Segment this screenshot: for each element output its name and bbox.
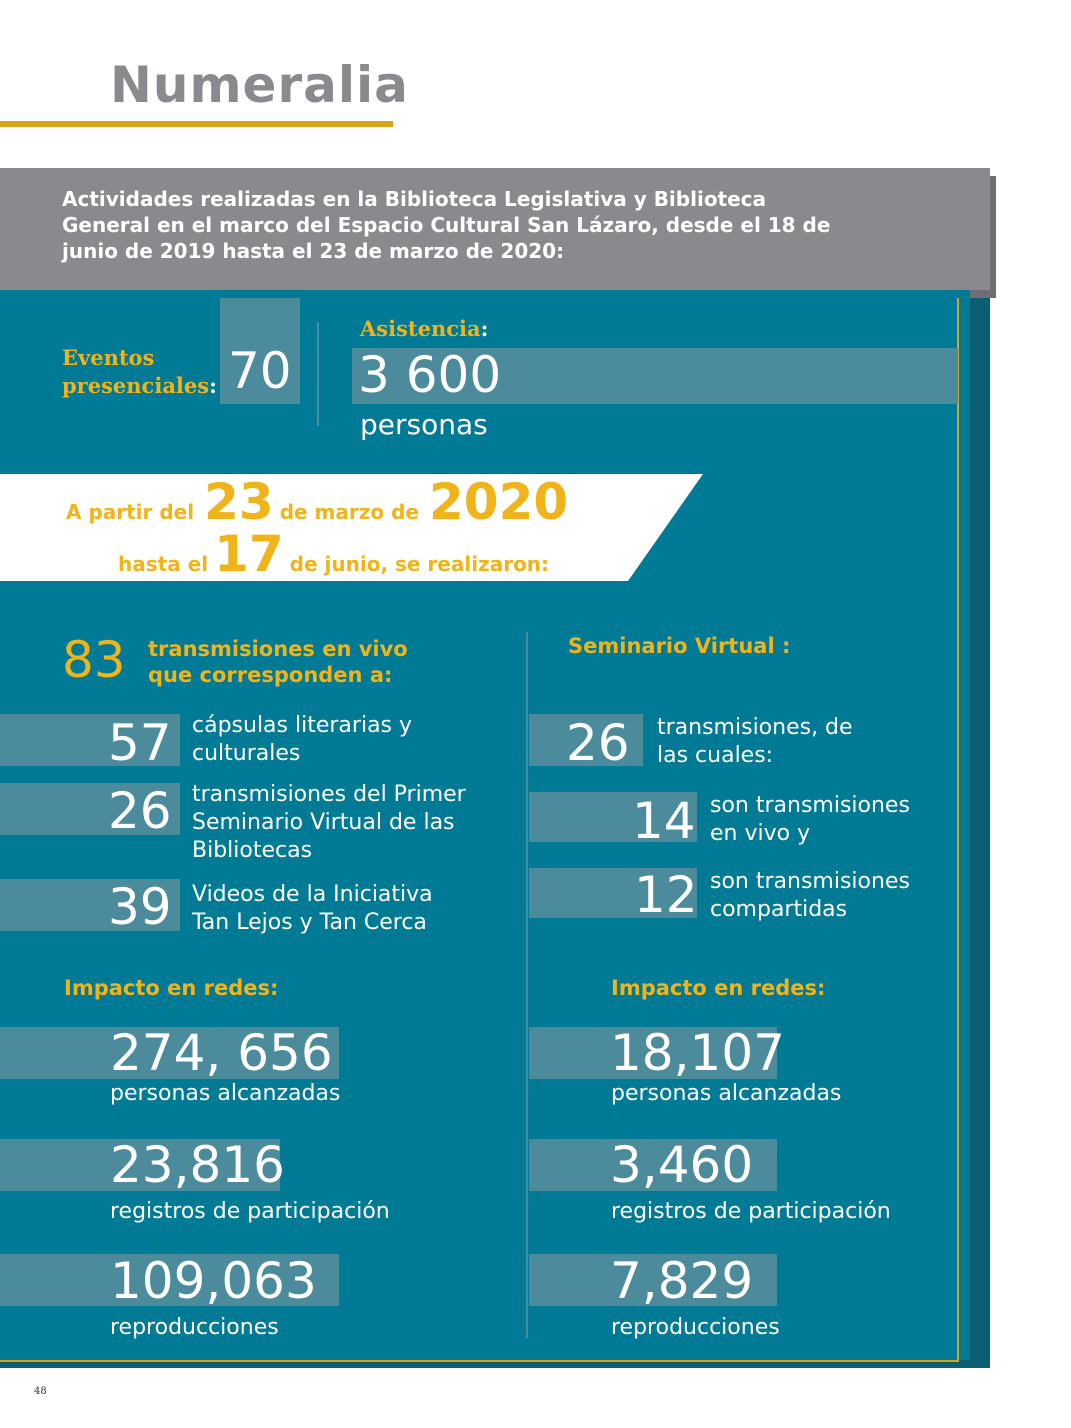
left-participation-value: 23,816	[110, 1136, 285, 1194]
panel-gold-border-bottom	[0, 1360, 959, 1362]
right-participation-value: 3,460	[610, 1136, 754, 1194]
seminar-title: Seminario Virtual :	[568, 634, 791, 658]
title-underline	[0, 121, 393, 127]
events-divider	[317, 322, 319, 426]
left-reach-value: 274, 656	[110, 1024, 333, 1082]
seminar-live-value: 14	[632, 792, 696, 850]
banner-line-2: hasta el 17 de junio, se realizaron:	[118, 525, 550, 583]
page-number: 48	[34, 1386, 47, 1397]
events-value: 70	[228, 342, 292, 400]
seminar-shared-value: 12	[634, 866, 698, 924]
capsules-value: 57	[108, 714, 172, 772]
videos-value: 39	[108, 878, 172, 936]
attendance-label: Asistencia:	[360, 316, 489, 341]
intro-text: Actividades realizadas en la Biblioteca Legislativa y Biblioteca General en el marco del Espacio Cultural San Lázaro, desde el 18 de junio de 2019 hasta el 23 de marzo de 2020:	[62, 187, 831, 263]
attendance-unit: personas	[360, 408, 488, 441]
seminar-transmissions-text: transmisiones del Primer Seminario Virtual de las Bibliotecas	[192, 782, 466, 863]
right-impact-title: Impacto en redes:	[611, 976, 826, 1000]
seminar-shared-text: son transmisiones compartidas	[710, 869, 910, 922]
seminar-live-text: son transmisiones en vivo y	[710, 793, 910, 846]
banner-line-1: A partir del 23 de marzo de 2020	[66, 473, 569, 531]
left-impact-title: Impacto en redes:	[64, 976, 279, 1000]
seminar-main-value: 26	[566, 714, 630, 772]
videos-text: Videos de la Iniciativa Tan Lejos y Tan Cerca	[192, 882, 433, 935]
attendance-value: 3 600	[358, 346, 502, 404]
seminar-main-text: transmisiones, de las cuales:	[657, 715, 853, 768]
page-title: Numeralia	[110, 56, 409, 114]
live-total-value: 83	[62, 631, 126, 689]
right-reach-value: 18,107	[610, 1024, 785, 1082]
live-total-text: transmisiones en vivo que corresponden a:	[148, 637, 408, 687]
right-views-value: 7,829	[610, 1252, 754, 1310]
left-views-label: reproducciones	[110, 1315, 279, 1340]
left-views-value: 109,063	[110, 1252, 317, 1310]
left-participation-label: registros de participación	[110, 1199, 390, 1224]
events-label: Eventos presenciales:	[62, 345, 217, 398]
right-views-label: reproducciones	[611, 1315, 780, 1340]
right-reach-label: personas alcanzadas	[611, 1081, 842, 1106]
capsules-text: cápsulas literarias y culturales	[192, 713, 413, 766]
left-reach-label: personas alcanzadas	[110, 1081, 341, 1106]
column-divider	[526, 632, 528, 1338]
right-participation-label: registros de participación	[611, 1199, 891, 1224]
seminar-transmissions-value: 26	[108, 782, 172, 840]
panel-gold-border-right	[957, 298, 959, 1360]
